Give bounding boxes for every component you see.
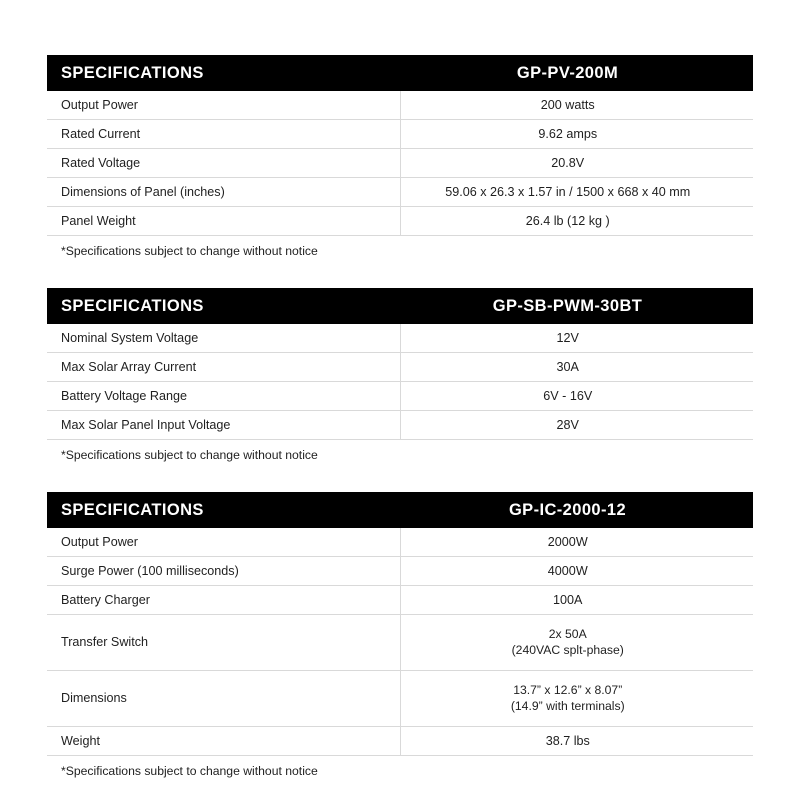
header-model-label: GP-SB-PWM-30BT [400,288,753,324]
spec-label: Max Solar Panel Input Voltage [47,411,400,440]
spec-table [47,288,753,440]
spec-label: Battery Voltage Range [47,382,400,411]
spec-block-gp-ic-2000-12 [47,492,753,778]
header-specifications-label: SPECIFICATIONS [47,288,400,324]
spec-label: Rated Current [47,120,400,149]
spec-value: 100A [400,586,753,615]
header-specifications-label: SPECIFICATIONS [47,55,400,91]
spec-table [47,55,753,236]
disclaimer-note: *Specifications subject to change without notice [61,448,318,462]
table-row [47,726,753,755]
table-row [47,178,753,207]
spec-label: Dimensions of Panel (inches) [47,178,400,207]
table-row [47,615,753,671]
spec-label: Output Power [47,528,400,557]
spec-value [400,670,753,726]
spec-value: 20.8V [400,149,753,178]
header-specifications-label: SPECIFICATIONS [47,492,400,528]
spec-value: 6V - 16V [400,382,753,411]
table-row [47,670,753,726]
table-row [47,382,753,411]
spec-value-line1: 13.7” x 12.6” x 8.07” [513,682,623,697]
spec-value-line1: 2x 50A [548,627,587,641]
table-row [47,353,753,382]
table-row [47,120,753,149]
spec-label: Output Power [47,91,400,120]
spec-label: Transfer Switch [47,615,400,671]
spec-value: 26.4 lb (12 kg ) [400,207,753,236]
spec-value: 4000W [400,557,753,586]
spec-label: Weight [47,726,400,755]
table-header-row [47,288,753,324]
disclaimer-note: *Specifications subject to change without notice [61,244,318,258]
table-row [47,411,753,440]
spec-value: 30A [400,353,753,382]
spec-label: Panel Weight [47,207,400,236]
spec-value [400,615,753,671]
spec-value: 2000W [400,528,753,557]
spec-label: Surge Power (100 milliseconds) [47,557,400,586]
spec-value: 38.7 lbs [400,726,753,755]
spec-value: 200 watts [400,91,753,120]
table-header-row [47,55,753,91]
spec-value: 9.62 amps [400,120,753,149]
spec-value-line2: (14.9” with terminals) [510,699,625,714]
spec-label: Dimensions [47,670,400,726]
spec-block-gp-sb-pwm-30bt [47,288,753,462]
table-row [47,207,753,236]
table-row [47,91,753,120]
disclaimer-note: *Specifications subject to change without notice [61,763,318,778]
spec-value: 28V [400,411,753,440]
table-header-row [47,492,753,528]
spec-table [47,492,753,756]
table-row [47,586,753,615]
spec-label: Battery Charger [47,586,400,615]
spec-label: Rated Voltage [47,149,400,178]
header-model-label: GP-PV-200M [400,55,753,91]
spec-label: Max Solar Array Current [47,353,400,382]
table-row [47,149,753,178]
spec-value: 59.06 x 26.3 x 1.57 in / 1500 x 668 x 40 mm [400,178,753,207]
spec-label: Nominal System Voltage [47,324,400,353]
spec-value-line2: (240VAC splt-phase) [511,643,624,658]
header-model-label: GP-IC-2000-12 [400,492,753,528]
spec-block-gp-pv-200m [47,55,753,258]
table-row [47,528,753,557]
spec-value: 12V [400,324,753,353]
table-row [47,324,753,353]
table-row [47,557,753,586]
